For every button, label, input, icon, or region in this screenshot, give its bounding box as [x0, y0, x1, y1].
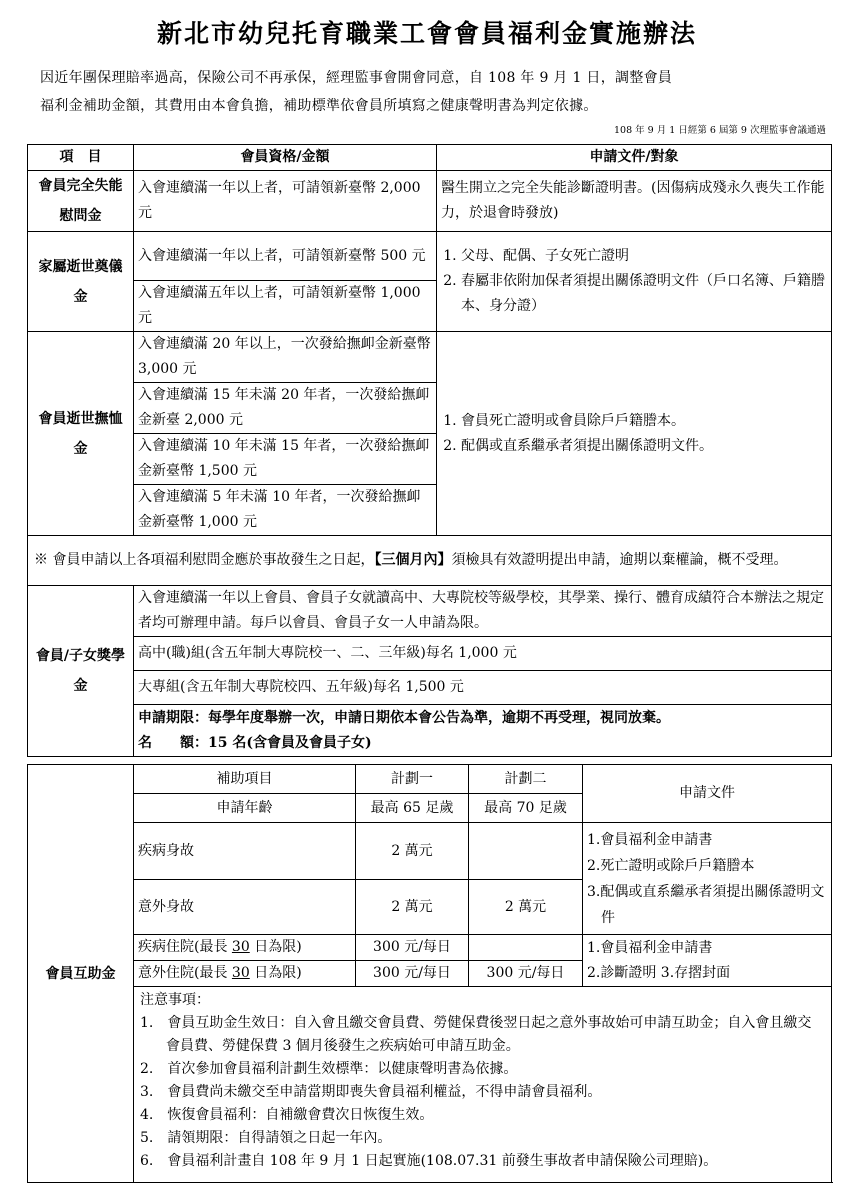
header-plan-1: 計劃一: [356, 765, 469, 794]
hospital-application-docs: [583, 935, 832, 987]
disability-row: [28, 171, 832, 232]
mutual-aid-category: 會員互助金: [28, 765, 134, 1183]
document-title: 新北市幼兒托育職業工會會員福利金實施辦法: [156, 19, 697, 48]
deadline-notice-row: [28, 536, 832, 586]
accident-death-plan-2: 2 萬元: [469, 880, 583, 935]
header-item: 項 目: [28, 145, 134, 171]
death-application-docs: [583, 823, 832, 935]
hospital-app-doc-2: 2.診斷證明 3.存摺封面: [587, 964, 731, 981]
header-application-docs: 申請文件: [583, 765, 832, 823]
illness-hospital-item: 疾病住院(最長 30 日為限): [134, 935, 356, 961]
scholarship-period: 申請期限：每學年度舉辦一次，申請日期依本會公告為準，逾期不再受理，視同放棄。: [138, 709, 670, 726]
death-qualification-1: 入會連續滿 20 年以上，一次發給撫卹金新臺幣 3,000 元: [134, 332, 437, 383]
mutual-aid-table: [27, 764, 832, 1183]
scholarship-row-4: [28, 705, 832, 757]
notes-row: [28, 987, 832, 1183]
disability-documents: 醫生開立之完全失能診斷證明書。(因傷病成殘永久喪失工作能力，於退會時發放): [437, 171, 832, 232]
family-doc-1: 1. 父母、配偶、子女死亡證明: [461, 244, 827, 269]
notes-title: 注意事項：: [140, 992, 210, 1008]
death-row-1: [28, 332, 832, 383]
scholarship-quota: 名 額：15 名(含會員及會員子女): [138, 734, 372, 751]
illness-hospital-plan-2: [469, 935, 583, 961]
family-qualification-2: 入會連續滿五年以上者，可請領新臺幣 1,000 元: [134, 281, 437, 332]
deadline-emphasis: 【三個月內】: [374, 552, 452, 568]
deadline-notice: ※ 會員申請以上各項福利慰問金應於事故發生之日起，【三個月內】須檢具有效證明提出申請，逾期以棄權論，概不受理。: [28, 536, 832, 586]
note-item-6: 6. 會員福利計畫自 108 年 9 月 1 日起實施(108.07.31 前發生事故者申請保險公司理賠)。: [140, 1153, 718, 1169]
accident-hospital-plan-1: 300 元/每日: [356, 961, 469, 987]
death-qualification-2: 入會連續滿 15 年未滿 20 年者，一次發給撫卹金新臺 2,000 元: [134, 383, 437, 434]
family-category: 家屬逝世奠儀金: [28, 232, 134, 332]
hospital-app-doc-1: 1.會員福利金申請書: [587, 939, 713, 956]
notes-section: [134, 987, 832, 1183]
accident-hospital-item: 意外住院(最長 30 日為限): [134, 961, 356, 987]
illness-death-item: 疾病身故: [134, 823, 356, 880]
death-doc-1: 1. 會員死亡證明或會員除戶戶籍謄本。: [461, 409, 827, 434]
accident-death-item: 意外身故: [134, 880, 356, 935]
illness-death-plan-2: [469, 823, 583, 880]
intro-line-1: 因近年團保理賠率過高，保險公司不再承保，經理監事會開會同意，自 108 年 9 月 1 日，調整會員: [40, 70, 673, 86]
header-application-age: 申請年齡: [134, 794, 356, 823]
header-plan-2: 計劃二: [469, 765, 583, 794]
scholarship-terms: [134, 705, 832, 757]
header-subsidy-item: 補助項目: [134, 765, 356, 794]
scholarship-description: 入會連續滿一年以上會員、會員子女就讀高中、大專院校等級學校，其學業、操行、體育成績符合本辦法之規定者均可辦理申請。每戶以會員、會員子女一人申請為限。: [134, 586, 832, 637]
disability-qualification: 入會連續滿一年以上者，可請領新臺幣 2,000 元: [134, 171, 437, 232]
death-app-doc-1: 1.會員福利金申請書: [587, 831, 713, 848]
illness-hospital-plan-1: 300 元/每日: [356, 935, 469, 961]
family-qualification-1: 入會連續滿一年以上者，可請領新臺幣 500 元: [134, 232, 437, 281]
death-qualification-3: 入會連續滿 10 年未滿 15 年者，一次發給撫卹金新臺幣 1,500 元: [134, 434, 437, 485]
death-documents: [437, 332, 832, 536]
header-age-plan-2: 最高 70 足歲: [469, 794, 583, 823]
intro-paragraph: [40, 64, 830, 120]
death-app-doc-2: 2.死亡證明或除戶戶籍謄本: [587, 857, 755, 874]
family-row-1: [28, 232, 832, 281]
scholarship-row-2: [28, 637, 832, 671]
illness-death-plan-1: 2 萬元: [356, 823, 469, 880]
accident-hospital-plan-2: 300 元/每日: [469, 961, 583, 987]
family-doc-2: 2. 春屬非依附加保者須提出關係證明文件（戶口名簿、戶籍謄本、身分證）: [461, 269, 827, 319]
accident-death-plan-1: 2 萬元: [356, 880, 469, 935]
header-qualification: 會員資格/金額: [134, 145, 437, 171]
benefits-table: [27, 144, 832, 757]
disability-category: 會員完全失能慰問金: [28, 171, 134, 232]
scholarship-high-school: 高中(職)組(含五年制大專院校一、二、三年級)每名 1,000 元: [134, 637, 832, 671]
note-item-5: 5. 請領期限：自得請領之日起一年內。: [140, 1130, 392, 1146]
header-age-plan-1: 最高 65 足歲: [356, 794, 469, 823]
family-documents: [437, 232, 832, 332]
header-documents: 申請文件/對象: [437, 145, 832, 171]
illness-death-row: [28, 823, 832, 880]
death-category: 會員逝世撫恤金: [28, 332, 134, 536]
illness-hospital-row: [28, 935, 832, 961]
mutual-aid-header-1: [28, 765, 832, 794]
intro-line-2: 福利金補助金額，其費用由本會負擔，補助標準依會員所填寫之健康聲明書為判定依據。: [40, 98, 598, 114]
death-app-doc-3: 3.配偶或直系繼承者須提出關係證明文件: [587, 883, 825, 926]
death-qualification-4: 入會連續滿 5 年未滿 10 年者，一次發給撫卹金新臺幣 1,000 元: [134, 485, 437, 536]
scholarship-row-3: [28, 671, 832, 705]
benefits-header-row: [28, 145, 832, 171]
scholarship-row-1: [28, 586, 832, 637]
note-item-3: 3. 會員費尚未繳交至申請當期即喪失會員福利權益，不得申請會員福利。: [140, 1084, 602, 1100]
note-item-2: 2. 首次參加會員福利計劃生效標準：以健康聲明書為依據。: [140, 1061, 518, 1077]
death-doc-2: 2. 配偶或直系繼承者須提出關係證明文件。: [461, 434, 827, 459]
approval-note: 108 年 9 月 1 日經第 6 屆第 9 次理監事會議通過: [614, 125, 826, 136]
scholarship-category: 會員/子女獎學金: [28, 586, 134, 757]
note-item-1: 1. 會員互助金生效日：自入會且繳交會員費、勞健保費後翌日起之意外事故始可申請互助金；自入會且繳交會員費、勞健保費 3 個月後發生之疾病始可申請互助金。: [140, 1015, 812, 1054]
scholarship-college: 大專組(含五年制大專院校四、五年級)每名 1,500 元: [134, 671, 832, 705]
note-item-4: 4. 恢復會員福利：自補繳會費次日恢復生效。: [140, 1107, 434, 1123]
